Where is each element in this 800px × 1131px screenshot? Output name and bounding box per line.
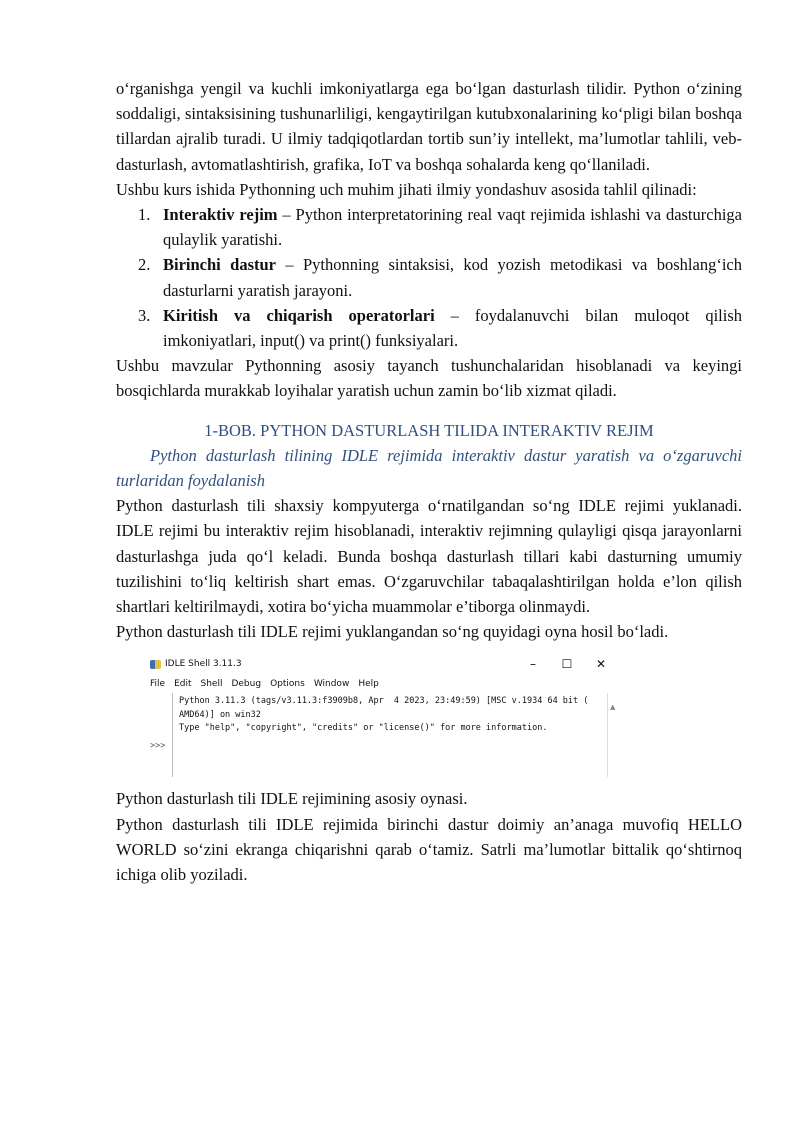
list-term: Kiritish va chiqarish operatorlari	[163, 305, 435, 325]
idle-menubar	[148, 675, 618, 693]
scroll-up-icon[interactable]: ▲	[610, 703, 616, 712]
maximize-icon[interactable]: ☐	[561, 656, 573, 671]
list-item	[116, 252, 742, 302]
menu-debug[interactable]: Debug	[231, 678, 262, 689]
menu-file[interactable]: File	[150, 678, 166, 689]
shell-line: Python 3.11.3 (tags/v3.11.3:f3909b8, Apr 4 2023, 23:49:59) [MSC v.1934 64 bit (	[179, 696, 589, 707]
list-text: – Python interpretatorining real vaqt rejimida ishlashi va dasturchiga qulaylik yaratishi.	[163, 205, 742, 250]
intro-paragraph-2: Ushbu kurs ishida Pythonning uch muhim jihati ilmiy yondashuv asosida tahlil qilinadi:	[116, 179, 697, 199]
close-icon[interactable]: ✕	[595, 656, 607, 671]
list-text: – Pythonning sintaksisi, kod yozish metodikasi va boshlang‘ich dasturlarni yaratish jarayoni.	[163, 255, 742, 300]
menu-options[interactable]: Options	[270, 678, 305, 689]
menu-window[interactable]: Window	[313, 678, 350, 689]
chapter-heading: 1-BOB. PYTHON DASTURLASH TILIDA INTERAKTIV REJIM	[204, 420, 654, 440]
idle-shell-screenshot	[148, 653, 618, 783]
list-item	[116, 303, 742, 353]
list-item	[116, 202, 742, 252]
list-text: – foydalanuvchi bilan muloqot qilish imkoniyatlari, input() va print() funksiyalari.	[163, 305, 742, 351]
shell-prompt: >>>	[150, 741, 166, 752]
intro-paragraph-1: o‘rganishga yengil va kuchli imkoniyatlarga ega bo‘lgan dasturlash tilidir. Python o‘zining soddaligi, sintaksisining tushunarliligi, kengaytirilgan kutubxonalarining ko‘pligi bilan boshqa tillardan ajralib turadi. U ilmiy tadqiqotlardan tortib sun’iy intellekt, ma’lumotlar tahlili, veb-dasturlash, avtomatlashtirish, grafika, IoT va boshqa sohalarda keng qo‘llaniladi.	[116, 79, 742, 174]
list-term: Interaktiv rejim	[163, 205, 278, 225]
document-page	[116, 76, 742, 887]
idle-body	[148, 693, 618, 777]
chapter-paragraph-2: Python dasturlash tili IDLE rejimi yuklangandan so‘ng quyidagi oyna hosil bo‘ladi.	[116, 622, 669, 642]
shell-line: AMD64)] on win32	[179, 709, 261, 720]
list-number: 1.	[138, 205, 151, 225]
menu-edit[interactable]: Edit	[174, 678, 192, 689]
chapter-subheading: Python dasturlash tilining IDLE rejimida interaktiv dastur yaratish va o‘zgaruvchi turlaridan foydalanish	[116, 445, 742, 491]
chapter-paragraph-1: Python dasturlash tili shaxsiy kompyuterga o‘rnatilgandan so‘ng IDLE rejimi yuklanadi. IDLE rejimi bu interaktiv rejim hisoblanadi, interaktiv rejimning qulayligi qisqa jarayonlarni dasturlashga juda qo‘l keladi. Bunda boshqa dasturlash tillari kabi dasturning umumiy tuzilishini to‘liq keltirish shart emas. O‘zgaruvchilar tabaqalashtirilgan holda e’lon qilish shartlari keltirilmaydi, xotira bo‘yicha muammolar e’tiborga olinmaydi.	[116, 496, 742, 617]
intro-paragraph-3: Ushbu mavzular Pythonning asosiy tayanch tushunchalaridan hisoblanadi va keyingi bosqichlarda murakkab loyihalar yaratish uchun zamin bo‘lib xizmat qiladi.	[116, 356, 742, 401]
python-icon	[150, 659, 161, 670]
minimize-icon[interactable]: –	[530, 656, 536, 671]
window-controls	[516, 652, 618, 677]
list-number: 3.	[138, 305, 151, 325]
menu-shell[interactable]: Shell	[200, 678, 223, 689]
shell-output[interactable]	[173, 693, 607, 777]
prompt-gutter	[148, 693, 173, 777]
idle-window-title: IDLE Shell 3.11.3	[165, 658, 242, 669]
chapter-paragraph-3: Python dasturlash tili IDLE rejimida birinchi dastur doimiy an’anaga muvofiq HELLO WORLD so‘zini ekranga chiqarishni qarab o‘tamiz. Satrli ma’lumotlar bittalik qo‘shtirnoq ichiga olib yoziladi.	[116, 814, 742, 885]
shell-line: Type "help", "copyright", "credits" or "license()" for more information.	[179, 723, 548, 734]
list-term: Birinchi dastur	[163, 255, 276, 275]
figure-caption: Python dasturlash tili IDLE rejimining asosiy oynasi.	[116, 789, 468, 809]
vertical-scrollbar[interactable]	[607, 693, 618, 777]
list-number: 2.	[138, 255, 151, 275]
menu-help[interactable]: Help	[358, 678, 379, 689]
aspects-list	[116, 202, 742, 353]
